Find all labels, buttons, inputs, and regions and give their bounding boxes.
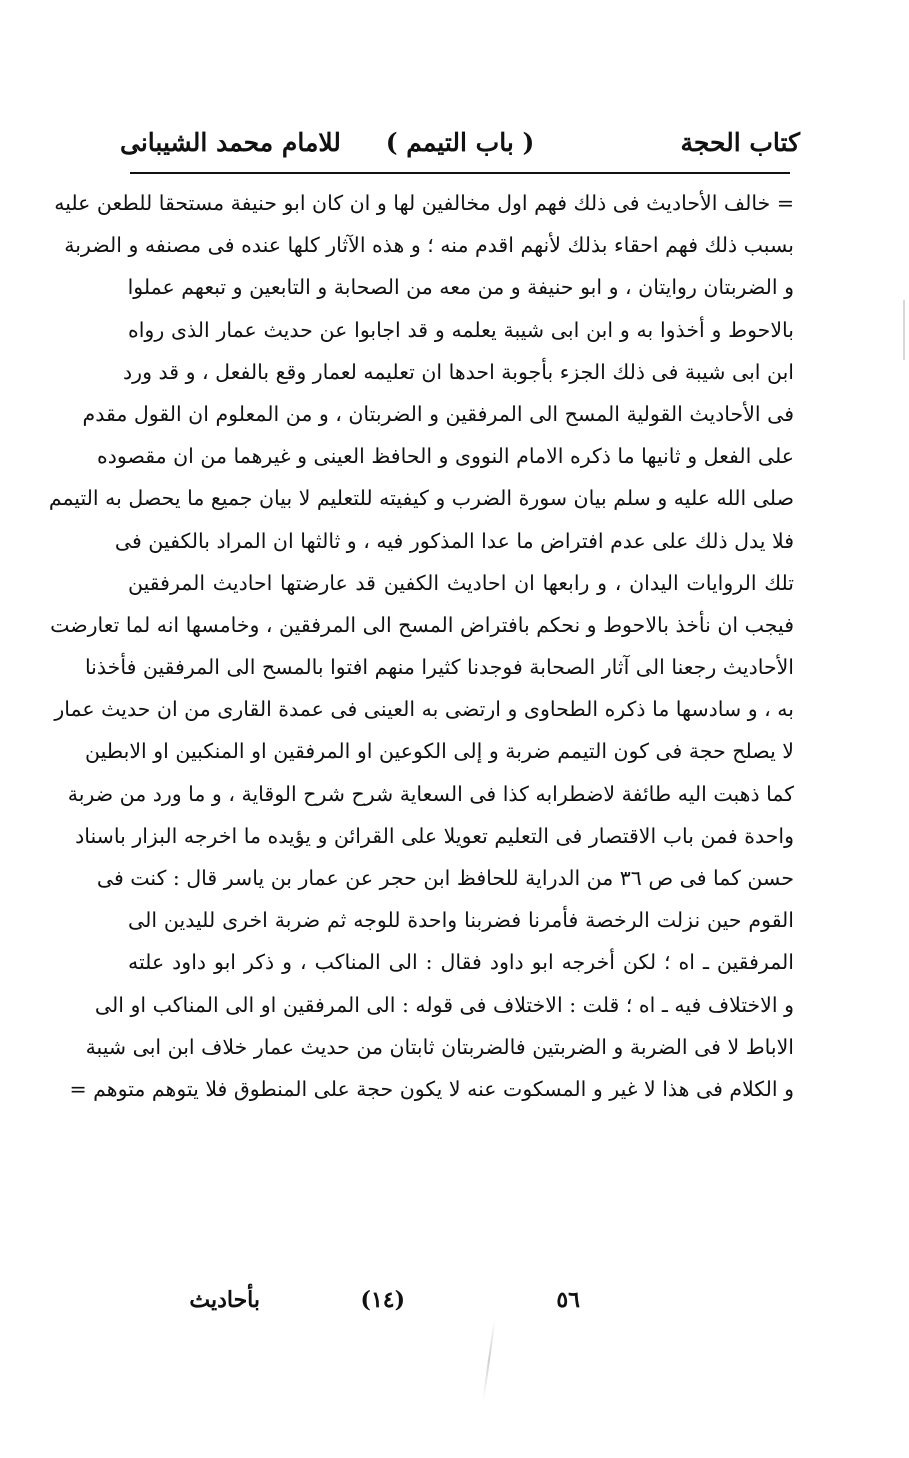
text-line: بسبب ذلك فهم احقاء بذلك لأنهم اقدم منه ؛ و هذه الآثار كلها عنده فى مصنفه و الضربة bbox=[64, 233, 794, 258]
text-line: بالاحوط و أخذوا به و ابن ابى شيبة يعلمه و قد اجابوا عن حديث عمار الذى رواه bbox=[128, 317, 794, 342]
author-name: للامام محمد الشيبانى bbox=[120, 128, 341, 157]
text-line: الاباط لا فى الضربة و الضربتين فالضربتان ثابتان من حديث عمار خلاف ابن ابى شيبة bbox=[85, 1034, 794, 1059]
text-line: و الاختلاف فيه ـ اه ؛ قلت : الاختلاف فى قوله : الى المرفقين او الى المناكب او الى bbox=[94, 992, 794, 1017]
text-line: و الكلام فى هذا لا غير و المسكوت عنه لا يكون حجة على المنطوق فلا يتوهم متوهم = bbox=[69, 1076, 794, 1101]
text-line: على الفعل و ثانيها ما ذكره الامام النووى و الحافظ العينى و غيرهما من ان مقصوده bbox=[97, 444, 794, 469]
running-header bbox=[120, 120, 800, 170]
text-line: حسن كما فى ص ٣٦ من الدراية للحافظ ابن حجر عن عمار بن ياسر قال : كنت فى bbox=[96, 866, 794, 890]
text-line: فلا يدل ذلك على عدم افتراض ما عدا المذكور فيه ، و ثالثها ان المراد بالكفين فى bbox=[114, 528, 794, 553]
text-line: فى الأحاديث القولية المسح الى المرفقين و الضربتان ، و من المعلوم ان القول مقدم bbox=[82, 401, 794, 426]
page-number: ٥٦ bbox=[556, 1287, 580, 1313]
text-line: فيجب ان نأخذ بالاحوط و نحكم بافتراض المسح الى المرفقين ، وخامسها انه لما تعارضت bbox=[50, 612, 794, 637]
text-line: واحدة فمن باب الاقتصار فى التعليم تعويلا على القرائن و يؤيده ما اخرجه البزار باسناد bbox=[75, 823, 794, 848]
text-line: القوم حين نزلت الرخصة فأمرنا فضربنا واحدة للوجه ثم ضربة اخرى لليدين الى bbox=[128, 908, 794, 933]
chapter-title: ( باب التيمم ) bbox=[385, 128, 535, 157]
scan-edge-mark bbox=[903, 300, 905, 360]
book-title: كتاب الحجة bbox=[680, 128, 800, 157]
header-rule bbox=[130, 172, 790, 174]
text-line: تلك الروايات اليدان ، و رابعها ان احاديث الكفين قد عارضتها احاديث المرفقين bbox=[128, 570, 794, 595]
signature-mark: (١٤) bbox=[360, 1287, 405, 1313]
catchword: بأحاديث bbox=[189, 1287, 260, 1313]
text-line: صلى الله عليه و سلم بيان سورة الضرب و كيفيته للتعليم لا بيان جميع ما يحصل به التيمم bbox=[48, 486, 794, 511]
text-line: كما ذهبت اليه طائفة لاضطرابه كذا فى السعاية شرح شرح الوقاية ، و ما ورد من ضربة bbox=[67, 781, 794, 806]
paper-crease bbox=[482, 1320, 495, 1399]
text-line: ابن ابى شيبة فى ذلك الجزء بأجوبة احدها ان تعليمه لعمار وقع بالفعل ، و قد ورد bbox=[123, 359, 794, 384]
text-line: و الضربتان روايتان ، و ابو حنيفة و من معه من الصحابة و التابعين و تبعهم عملوا bbox=[127, 275, 794, 300]
text-line: لا يصلح حجة فى كون التيمم ضربة و إلى الكوعين او المرفقين او المنكبين او الابطين bbox=[85, 739, 794, 764]
text-line: الأحاديث رجعنا الى آثار الصحابة فوجدنا كثيرا منهم افتوا بالمسح الى المرفقين فأخذنا bbox=[84, 655, 794, 680]
text-line: = خالف الأحاديث فى ذلك فهم اول مخالفين لها و ان كان ابو حنيفة مستحقا للطعن عليه bbox=[54, 191, 794, 215]
footnote-text bbox=[48, 182, 794, 1110]
page-footer bbox=[120, 1283, 800, 1323]
text-line: المرفقين ـ اه ؛ لكن أخرجه ابو داود فقال : الى المناكب ، و ذكر ابو داود علته bbox=[128, 950, 794, 975]
text-line: به ، و سادسها ما ذكره الطحاوى و ارتضى به العينى فى عمدة القارى من ان حديث عمار bbox=[54, 697, 794, 722]
